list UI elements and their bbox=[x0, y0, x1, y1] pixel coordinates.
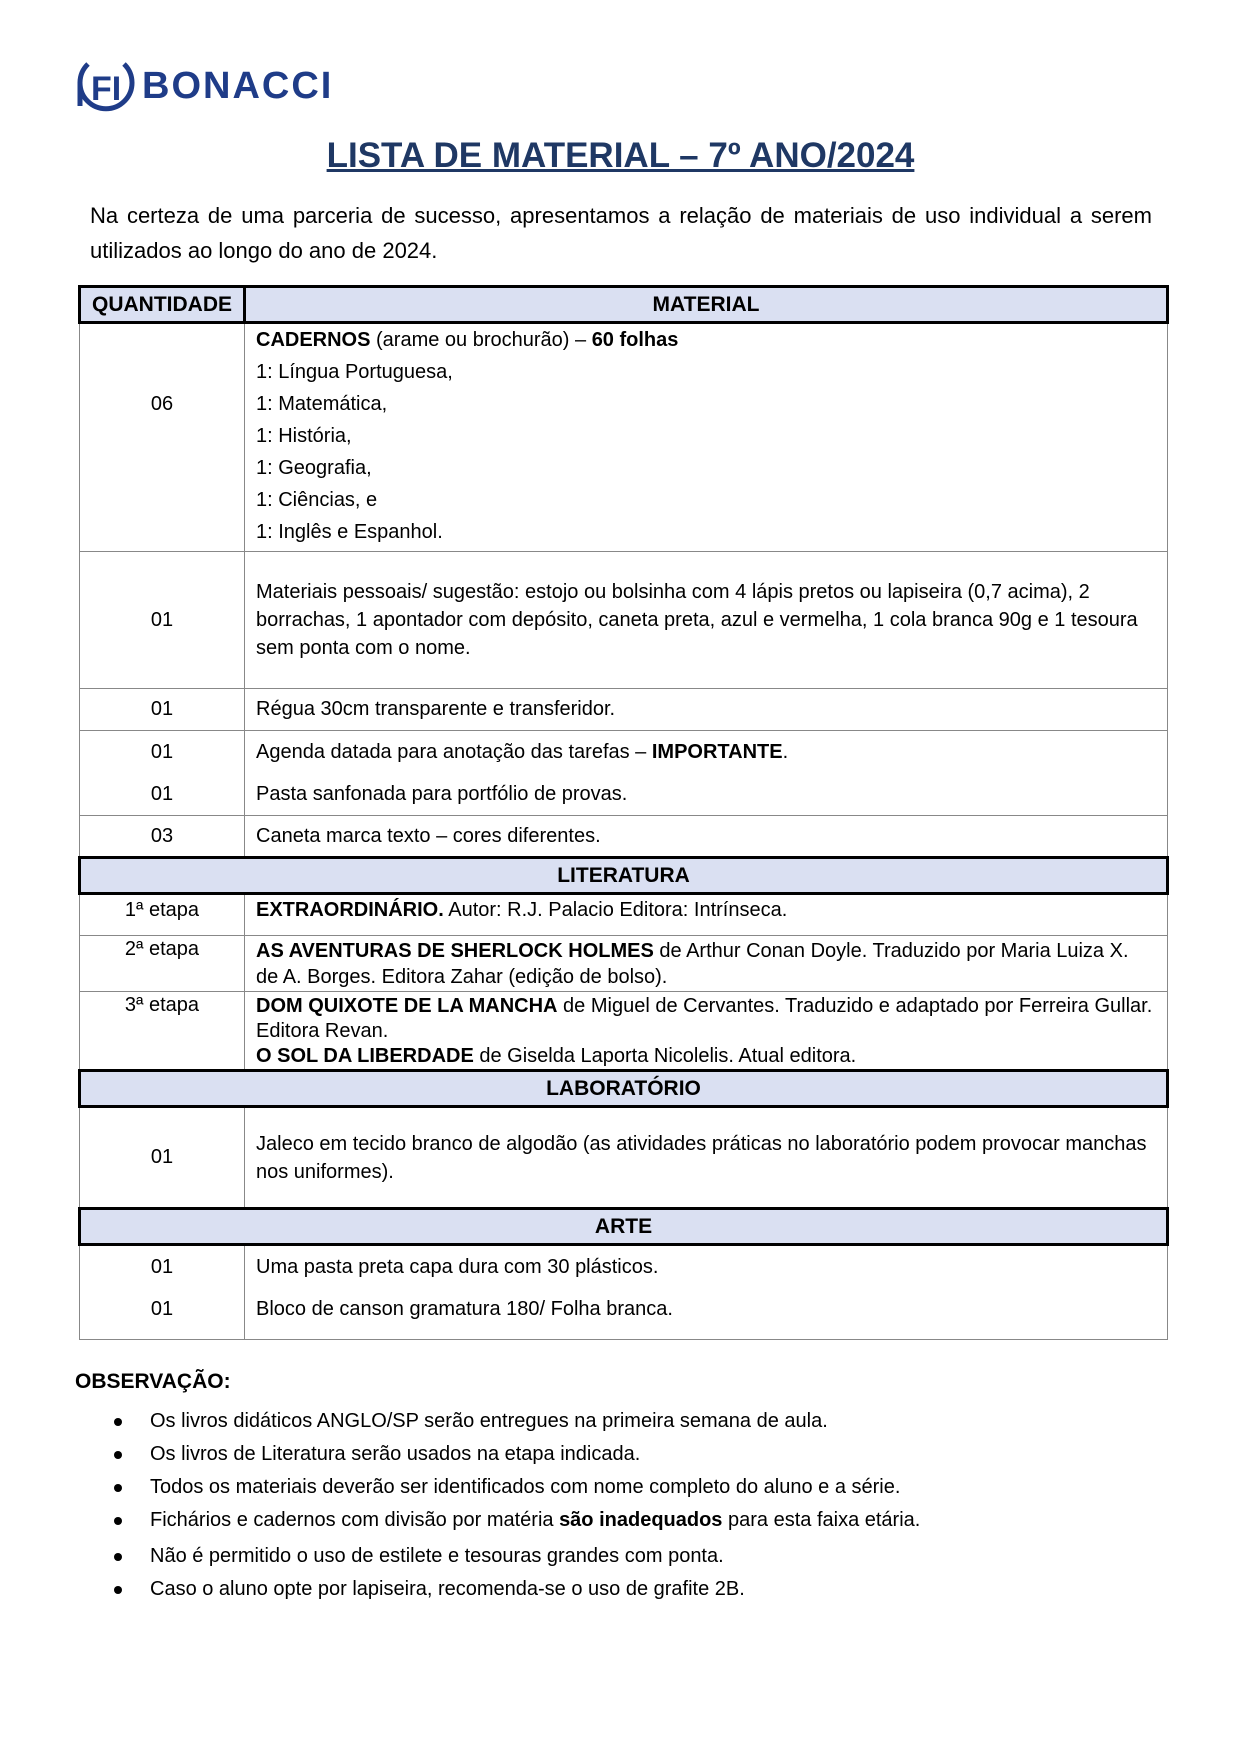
row-stage: 1ª etapa bbox=[80, 894, 245, 936]
row-quantity: 01 bbox=[150, 741, 174, 763]
section-header-arte bbox=[80, 1209, 1168, 1245]
section-title: ARTE bbox=[80, 1209, 1168, 1245]
table-row bbox=[80, 323, 1168, 552]
row-material-folder: Pasta sanfonada para portfólio de provas. bbox=[256, 783, 628, 805]
bullet-icon bbox=[114, 1451, 122, 1459]
table-row bbox=[80, 731, 1168, 816]
row-material-stack bbox=[245, 1245, 1168, 1340]
notebook-line: 1: Ciências, e bbox=[256, 489, 378, 511]
notebook-line: 1: Geografia, bbox=[256, 457, 372, 479]
list-item: Caso o aluno opte por lapiseira, recomenda-se o uso de grafite 2B. bbox=[108, 1573, 920, 1606]
section-title: LITERATURA bbox=[80, 858, 1168, 894]
table-row bbox=[80, 816, 1168, 858]
list-item: Fichários e cadernos com divisão por matéria são inadequados para esta faixa etária. bbox=[108, 1504, 920, 1537]
row-material-ruler: Régua 30cm transparente e transferidor. bbox=[245, 689, 1168, 731]
intro-paragraph: Na certeza de uma parceria de sucesso, apresentamos a relação de materiais de uso individual a serem utilizados ao longo do ano de 2024. bbox=[90, 203, 1152, 263]
observation-title: OBSERVAÇÃO: bbox=[75, 1370, 231, 1393]
row-quantity: 01 bbox=[80, 552, 245, 689]
row-material-agenda: Agenda datada para anotação das tarefas – IMPORTANTE. bbox=[256, 741, 789, 763]
row-quantity: 06 bbox=[80, 323, 245, 552]
row-quantity: 03 bbox=[80, 816, 245, 858]
list-item: Todos os materiais deverão ser identificados com nome completo do aluno e a série. bbox=[108, 1471, 920, 1504]
observation-list bbox=[108, 1405, 920, 1606]
notebook-line: 1: Língua Portuguesa, bbox=[256, 361, 453, 383]
list-item: Não é permitido o uso de estilete e tesouras grandes com ponta. bbox=[108, 1540, 920, 1573]
logo-mark-icon bbox=[74, 56, 138, 116]
row-book-stage1: EXTRAORDINÁRIO. Autor: R.J. Palacio Editora: Intrínseca. bbox=[245, 894, 1168, 936]
notebook-line: 1: História, bbox=[256, 425, 352, 447]
table-row bbox=[80, 1245, 1168, 1340]
section-header-laboratorio bbox=[80, 1071, 1168, 1107]
bullet-icon bbox=[114, 1586, 122, 1594]
bullet-icon bbox=[114, 1517, 122, 1525]
row-material-folder-black: Uma pasta preta capa dura com 30 plásticos. bbox=[256, 1256, 659, 1278]
row-quantity: 01 bbox=[80, 1107, 245, 1209]
row-quantity: 01 bbox=[150, 783, 174, 805]
section-header-literatura bbox=[80, 858, 1168, 894]
row-stage: 2ª etapa bbox=[80, 936, 245, 992]
row-quantity-stack bbox=[80, 1245, 245, 1340]
book-sol-liberdade: O SOL DA LIBERDADE de Giselda Laporta Nicolelis. Atual editora. bbox=[256, 1045, 857, 1067]
bullet-icon bbox=[114, 1418, 122, 1426]
header-material: MATERIAL bbox=[245, 287, 1168, 323]
row-material-notebooks bbox=[245, 323, 1168, 552]
notebook-line: 1: Matemática, bbox=[256, 393, 388, 415]
list-item: Os livros didáticos ANGLO/SP serão entregues na primeira semana de aula. bbox=[108, 1405, 920, 1438]
table-row bbox=[80, 936, 1168, 992]
row-quantity: 01 bbox=[150, 1256, 174, 1278]
table-row bbox=[80, 689, 1168, 731]
logo-mark-text: FI bbox=[91, 70, 122, 108]
logo-text: BONACCI bbox=[142, 64, 334, 107]
table-row bbox=[80, 1107, 1168, 1209]
row-book-stage2: AS AVENTURAS DE SHERLOCK HOLMES de Arthur Conan Doyle. Traduzido por Maria Luiza X. de A. Borges. Editora Zahar (edição de bolso). bbox=[245, 936, 1168, 992]
row-material-highlighter: Caneta marca texto – cores diferentes. bbox=[245, 816, 1168, 858]
notebooks-heading: CADERNOS (arame ou brochurão) – 60 folhas bbox=[256, 329, 679, 351]
header-quantity: QUANTIDADE bbox=[80, 287, 245, 323]
row-material-lab-coat: Jaleco em tecido branco de algodão (as atividades práticas no laboratório podem provocar manchas nos uniformes). bbox=[245, 1107, 1168, 1209]
row-quantity-stack bbox=[80, 731, 245, 816]
row-stage: 3ª etapa bbox=[80, 992, 245, 1071]
row-book-stage3 bbox=[245, 992, 1168, 1071]
page-title: LISTA DE MATERIAL – 7º ANO/2024 bbox=[326, 136, 915, 175]
notebook-line: 1: Inglês e Espanhol. bbox=[256, 521, 443, 543]
row-material-canson: Bloco de canson gramatura 180/ Folha branca. bbox=[256, 1298, 673, 1320]
fibonacci-logo bbox=[74, 56, 333, 116]
row-quantity: 01 bbox=[150, 1298, 174, 1320]
section-title: LABORATÓRIO bbox=[80, 1071, 1168, 1107]
bullet-icon bbox=[114, 1484, 122, 1492]
table-row bbox=[80, 552, 1168, 689]
row-quantity: 01 bbox=[80, 689, 245, 731]
bullet-icon bbox=[114, 1553, 122, 1561]
table-row bbox=[80, 992, 1168, 1071]
table-header-row bbox=[80, 287, 1168, 323]
row-material-personal: Materiais pessoais/ sugestão: estojo ou bolsinha com 4 lápis pretos ou lapiseira (0,7 acima), 2 borrachas, 1 apontador com depósito, caneta preta, azul e vermelha, 1 cola branca 90g e 1 tesoura sem ponta com o nome. bbox=[245, 552, 1168, 689]
material-table bbox=[78, 285, 1169, 1340]
list-item: Os livros de Literatura serão usados na etapa indicada. bbox=[108, 1438, 920, 1471]
row-material-stack bbox=[245, 731, 1168, 816]
table-row bbox=[80, 894, 1168, 936]
book-dom-quixote: DOM QUIXOTE DE LA MANCHA de Miguel de Cervantes. Traduzido e adaptado por Ferreira Gullar. Editora Revan. bbox=[256, 995, 1153, 1042]
